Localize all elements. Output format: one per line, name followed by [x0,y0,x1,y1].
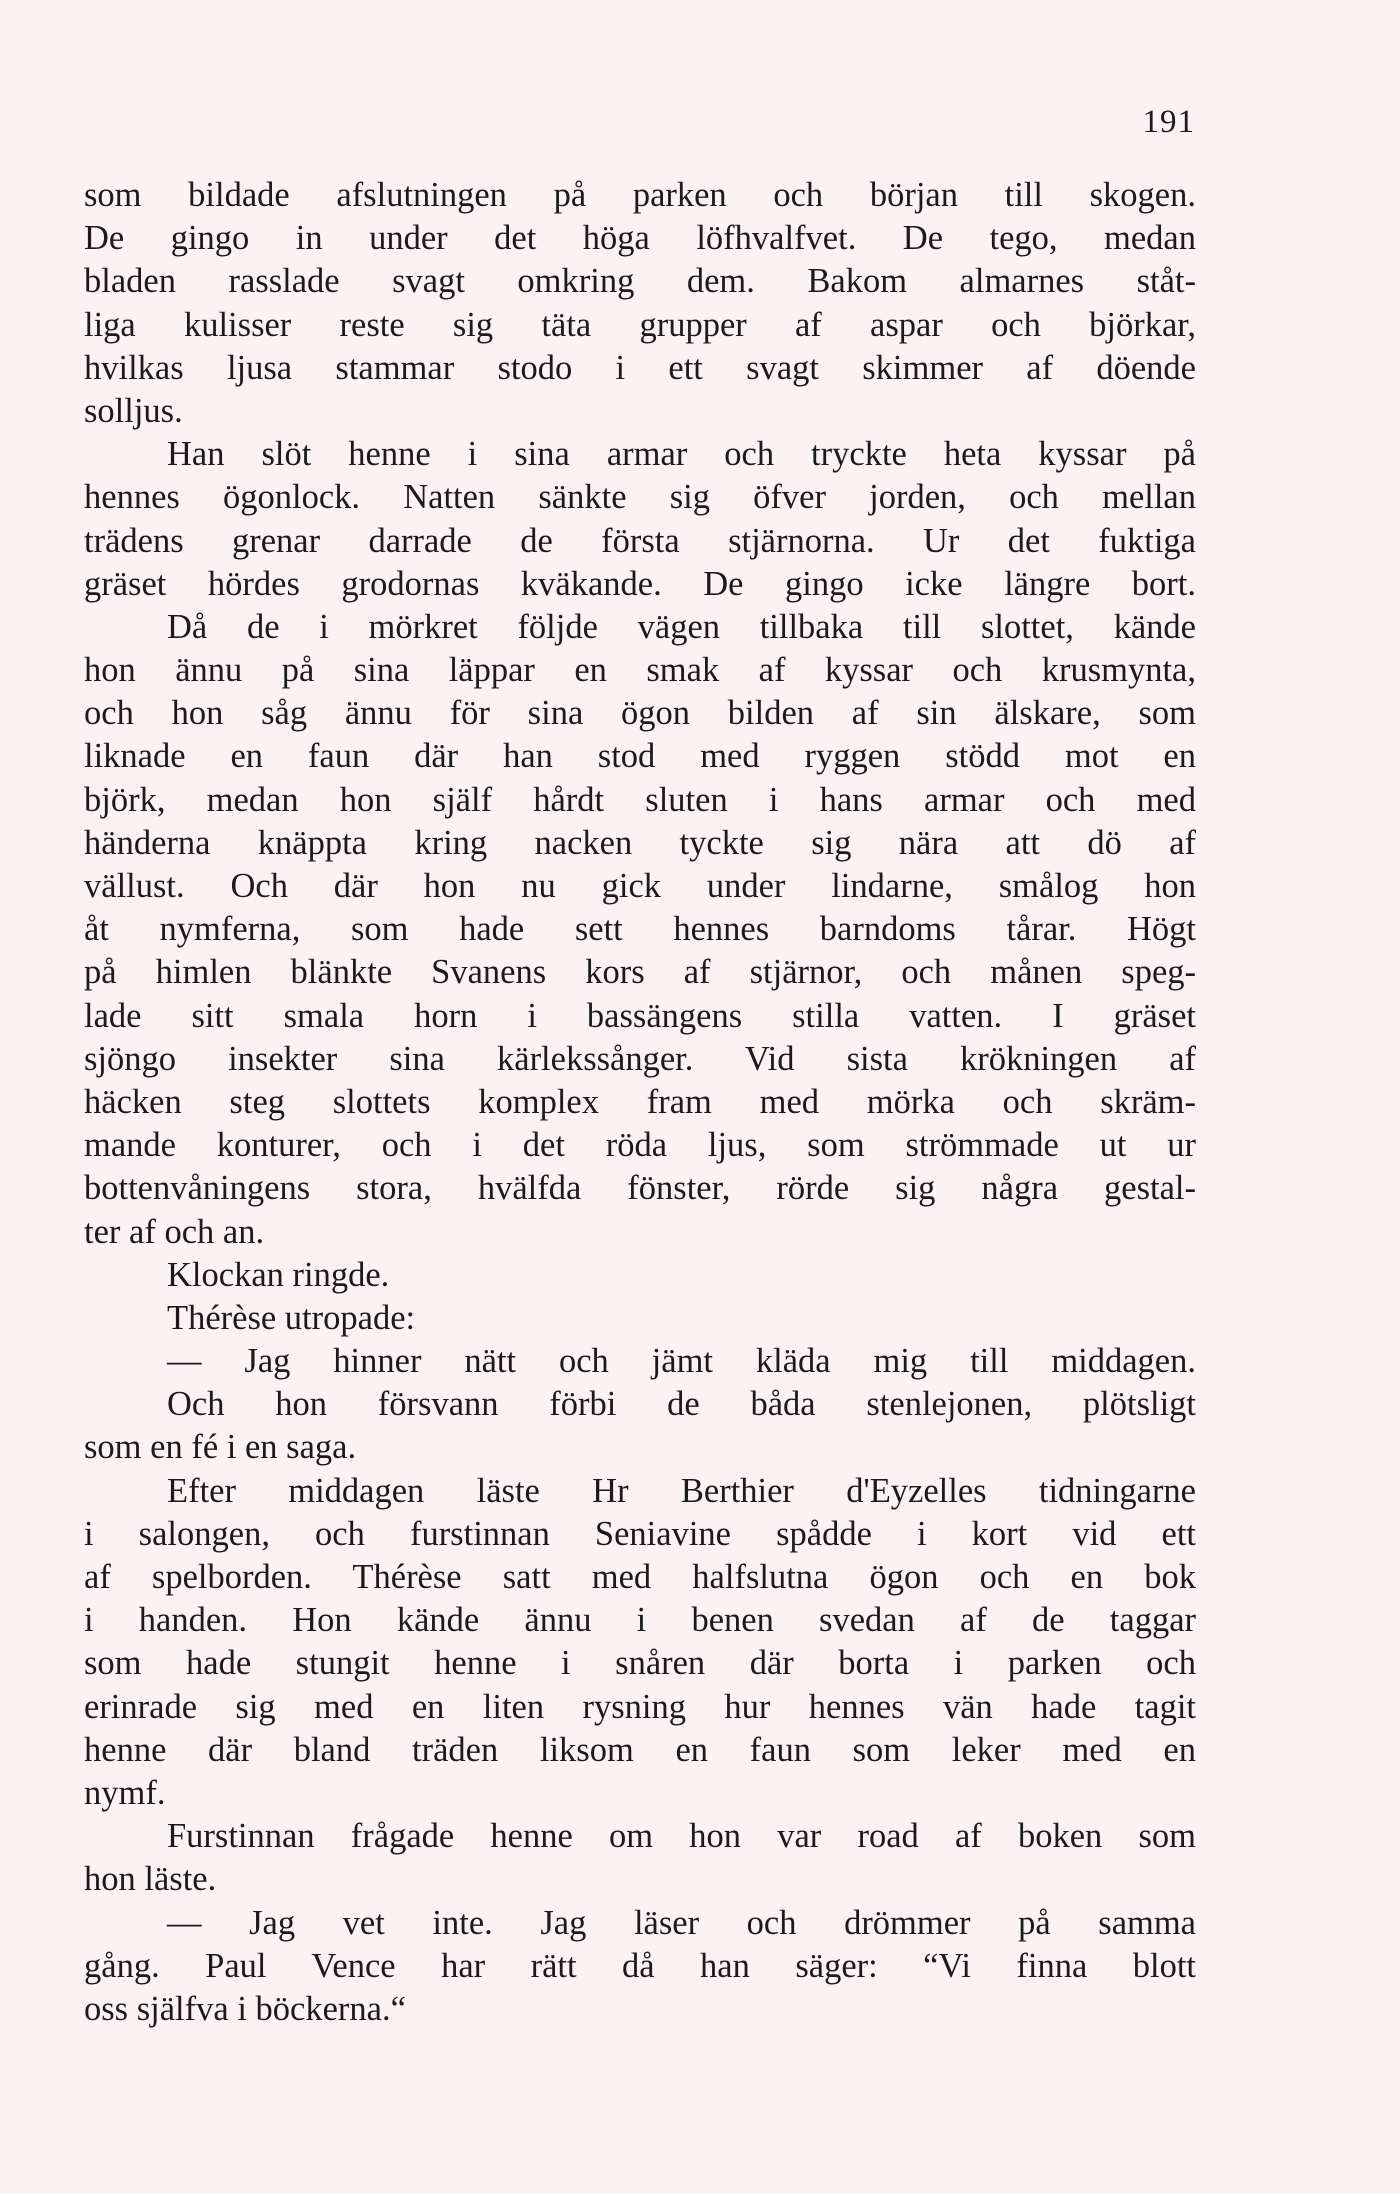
text-line: lade sitt smala horn i bassängens stilla vatten. I gräset [84,996,1196,1035]
text-line: som hade stungit henne i snåren där borta i parken och [84,1644,1196,1683]
text-line: sjöngo insekter sina kärlekssånger. Vid sista krökningen af [84,1039,1196,1078]
text-line: händerna knäppta kring nacken tyckte sig nära att dö af [84,823,1196,862]
text-line: mande konturer, och i det röda ljus, som strömmade ut ur [84,1126,1196,1165]
text-line: Han slöt henne i sina armar och tryckte heta kyssar på [167,435,1196,474]
text-line: oss själfva i böckerna.“ [84,1989,406,2028]
text-line: hon läste. [84,1860,217,1899]
text-line: De gingo in under det höga löfhvalfvet. De tego, medan [84,219,1196,258]
text-line: nymf. [84,1773,166,1812]
text-line: hon ännu på sina läppar en smak af kyssar och krusmynta, [84,651,1196,690]
text-line: liga kulisser reste sig täta grupper af aspar och björkar, [84,305,1196,344]
text-line: vällust. Och där hon nu gick under lindarne, smålog hon [84,867,1196,905]
text-line: Och hon försvann förbi de båda stenlejonen, plötsligt [167,1385,1196,1424]
text-line: på himlen blänkte Svanens kors af stjärnor, och månen speg- [84,953,1196,992]
text-line: henne där bland träden liksom en faun som leker med en [84,1730,1196,1769]
text-line: gång. Paul Vence har rätt då han säger: “Vi finna blott [84,1946,1196,1985]
text-line: Klockan ringde. [167,1255,390,1294]
text-line: gräset hördes grodornas kväkande. De gingo icke längre bort. [84,564,1196,603]
text-line: Efter middagen läste Hr Berthier d'Eyzelles tidningarne [167,1471,1196,1510]
text-line: björk, medan hon själf hårdt sluten i hans armar och med [84,780,1196,819]
text-line: som bildade afslutningen på parken och början till skogen. [84,176,1196,214]
text-line: trädens grenar darrade de första stjärnorna. Ur det fuktiga [84,521,1196,560]
text-line: hvilkas ljusa stammar stodo i ett svagt skimmer af döende [84,348,1196,387]
text-line: bottenvåningens stora, hvälfda fönster, rörde sig några gestal- [84,1169,1196,1208]
text-line: åt nymferna, som hade sett hennes barndoms tårar. Högt [84,910,1196,949]
text-line: Furstinnan frågade henne om hon var road af boken som [167,1817,1196,1856]
text-line: liknade en faun där han stod med ryggen stödd mot en [84,737,1196,776]
text-line: hennes ögonlock. Natten sänkte sig öfver jorden, och mellan [84,478,1196,517]
text-line: häcken steg slottets komplex fram med mörka och skräm- [84,1082,1196,1121]
text-line: som en fé i en saga. [84,1428,357,1467]
text-line: bladen rasslade svagt omkring dem. Bakom almarnes ståt- [84,262,1196,301]
text-line: i salongen, och furstinnan Seniavine spådde i kort vid ett [84,1514,1196,1553]
text-line: i handen. Hon kände ännu i benen svedan af de taggar [84,1601,1196,1640]
text-line: — Jag vet inte. Jag läser och drömmer på samma [167,1903,1196,1942]
text-line: af spelborden. Thérèse satt med halfslutna ögon och en bok [84,1558,1196,1596]
text-line: — Jag hinner nätt och jämt kläda mig till middagen. [167,1342,1196,1381]
text-line: Då de i mörkret följde vägen tillbaka till slottet, kände [167,607,1196,646]
text-line: erinrade sig med en liten rysning hur hennes vän hade tagit [84,1687,1196,1726]
text-line: ter af och an. [84,1212,265,1251]
text-line: solljus. [84,391,183,430]
text-line: Thérèse utropade: [167,1298,416,1337]
body-text [84,174,1196,2031]
page-number: 191 [1142,104,1195,140]
text-line: och hon såg ännu för sina ögon bilden af sin älskare, som [84,694,1196,733]
